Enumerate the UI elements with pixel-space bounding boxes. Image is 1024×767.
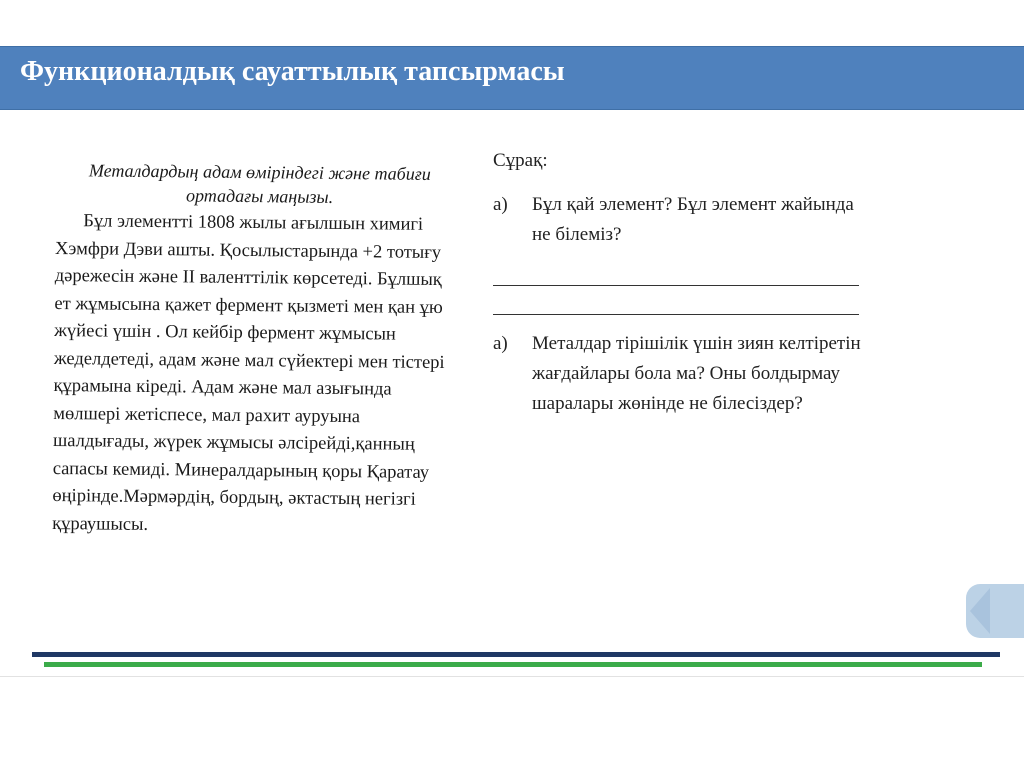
footer-rule-green	[44, 662, 982, 667]
article-heading	[55, 158, 455, 210]
article-heading-line2: ортадағы маңызы.	[185, 185, 334, 207]
slide-title: Функционалдық сауаттылық тапсырмасы	[20, 56, 565, 87]
footer-rule-dark	[32, 652, 1000, 657]
question-item	[493, 190, 863, 250]
article-body-paragraph	[52, 208, 455, 542]
question-item	[493, 329, 863, 419]
article-heading-line1: Металдардың адам өміріндегі және табиғи	[88, 160, 431, 184]
article-scan	[52, 158, 456, 542]
answer-line	[493, 285, 859, 286]
article-body-text: Бұл элементті 1808 жылы ағылшын химигі Хэмфри Дэви ашты. Қосылыстарында +2 тотығу дәрежесін және II валенттілік көрсетеді. Бұлшық ет жұмысына қажет фермент қызметі мен қан ұю жүйесі үшін . Ол кейбір фермент жұмысын жеделдетеді, адам және мал сүйектері мен тістері құрамына кіреді. Адам және мал азығында мөлшері жетіспесе, мал рахит ауруына шалдығады, жүрек жұмысы әлсірейді,қанның сапасы кемиді. Минералдарының қоры Қаратау өңірінде.Мәрмәрдің, бордың, әктастың негізгі құраушысы.	[52, 211, 445, 535]
questions-label: Сұрақ:	[493, 150, 548, 171]
chevron-left-icon[interactable]	[966, 584, 990, 638]
title-bar	[0, 46, 1024, 110]
question-marker: а)	[493, 194, 508, 215]
question-text: Бұл қай элемент? Бұл элемент жайында не білеміз?	[532, 194, 854, 245]
answer-line	[493, 314, 859, 315]
question-text: Металдар тірішілік үшін зиян келтіретін жағдайлары бола ма? Оны болдырмау шаралары жөнінде не білесіздер?	[532, 333, 861, 414]
question-marker: а)	[493, 333, 508, 354]
